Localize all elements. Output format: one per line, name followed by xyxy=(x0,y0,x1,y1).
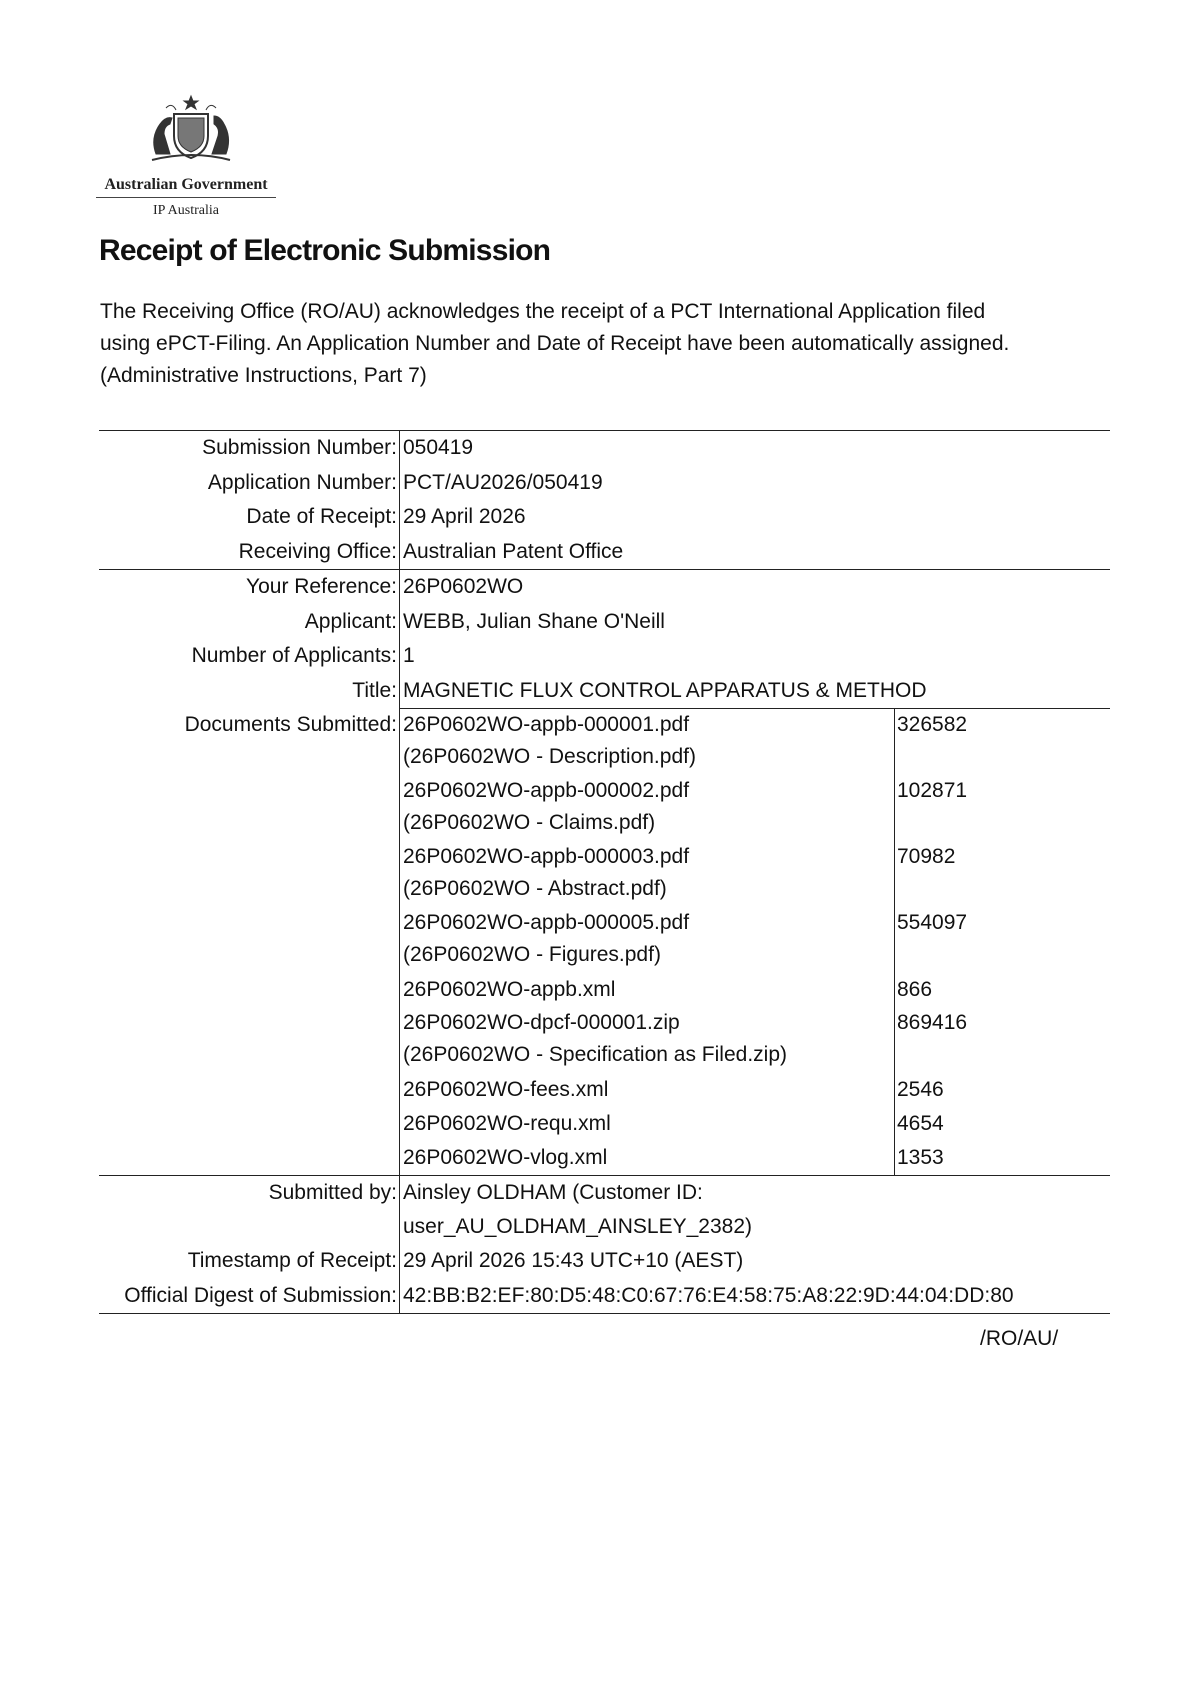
document-row xyxy=(400,1107,1107,1141)
document-name-cell xyxy=(400,907,894,973)
document-row xyxy=(400,1073,1107,1107)
intro-line-3: (Administrative Instructions, Part 7) xyxy=(100,364,427,387)
document-description: (26P0602WO - Description.pdf) xyxy=(403,745,696,768)
value-application-number: PCT/AU2026/050419 xyxy=(399,466,1110,501)
label-submission-number: Submission Number: xyxy=(202,436,397,459)
document-filename: 26P0602WO-appb-000005.pdf xyxy=(403,911,690,934)
intro-line-2: using ePCT-Filing. An Application Number and Date of Receipt have been automatically assigned. xyxy=(100,332,1010,355)
receipt-details-table xyxy=(99,430,1110,1314)
label-number-of-applicants: Number of Applicants: xyxy=(191,644,397,667)
commonwealth-coat-of-arms-icon xyxy=(146,94,236,170)
intro-text xyxy=(100,296,1090,392)
document-size: 102871 xyxy=(894,775,1107,841)
document-size: 326582 xyxy=(894,709,1107,775)
label-submitted-by: Submitted by: xyxy=(268,1181,397,1204)
document-size: 554097 xyxy=(894,907,1107,973)
row-submitted-by xyxy=(99,1176,1110,1244)
row-digest xyxy=(99,1279,1110,1314)
document-size: 1353 xyxy=(894,1141,1107,1175)
row-date-of-receipt xyxy=(99,500,1110,535)
document-filename: 26P0602WO-appb.xml xyxy=(403,978,616,1001)
value-number-of-applicants: 1 xyxy=(399,639,1110,674)
label-date-of-receipt: Date of Receipt: xyxy=(246,505,397,528)
document-row xyxy=(400,775,1107,841)
table-rule-bottom xyxy=(99,1313,1110,1314)
row-applicant xyxy=(99,605,1110,640)
document-row xyxy=(400,907,1107,973)
document-size: 70982 xyxy=(894,841,1107,907)
org-name: Australian Government xyxy=(96,176,276,198)
label-application-number: Application Number: xyxy=(207,470,397,494)
value-title: MAGNETIC FLUX CONTROL APPARATUS & METHOD xyxy=(399,674,1110,709)
page-title: Receipt of Electronic Submission xyxy=(99,234,551,267)
row-receiving-office xyxy=(99,535,1110,570)
document-size: 866 xyxy=(894,973,1107,1007)
value-date-of-receipt: 29 April 2026 xyxy=(399,500,1110,535)
document-size: 4654 xyxy=(894,1107,1107,1141)
intro-line-1: The Receiving Office (RO/AU) acknowledges the receipt of a PCT International Application filed xyxy=(100,300,986,323)
label-timestamp: Timestamp of Receipt: xyxy=(187,1249,397,1272)
row-submission-number xyxy=(99,431,1110,466)
row-documents-submitted xyxy=(99,708,1110,1175)
document-filename: 26P0602WO-appb-000001.pdf xyxy=(403,713,690,736)
value-receiving-office: Australian Patent Office xyxy=(399,535,1110,570)
document-filename: 26P0602WO-vlog.xml xyxy=(403,1146,608,1169)
label-receiving-office: Receiving Office: xyxy=(238,539,397,563)
document-filename: 26P0602WO-appb-000002.pdf xyxy=(403,779,690,802)
value-submitted-by xyxy=(399,1176,1110,1244)
label-documents-submitted: Documents Submitted: xyxy=(184,713,397,736)
document-size: 2546 xyxy=(894,1073,1107,1107)
document-row xyxy=(400,1007,1107,1073)
value-submission-number: 050419 xyxy=(399,431,1110,466)
document-description: (26P0602WO - Specification as Filed.zip) xyxy=(403,1043,787,1066)
document-name-cell xyxy=(400,709,894,775)
document-description: (26P0602WO - Claims.pdf) xyxy=(403,811,656,834)
value-your-reference: 26P0602WO xyxy=(399,570,1110,605)
document-name-cell xyxy=(400,841,894,907)
document-row xyxy=(400,1141,1107,1175)
submitted-by-line-2: user_AU_OLDHAM_AINSLEY_2382) xyxy=(403,1215,753,1238)
document-name-cell xyxy=(400,1141,894,1175)
org-unit: IP Australia xyxy=(153,203,219,218)
document-filename: 26P0602WO-appb-000003.pdf xyxy=(403,845,690,868)
document-name-cell xyxy=(400,1007,894,1073)
document-row xyxy=(400,709,1107,775)
documents-list xyxy=(400,709,1107,1175)
document-name-cell xyxy=(400,1107,894,1141)
document-row xyxy=(400,841,1107,907)
document-filename: 26P0602WO-requ.xml xyxy=(403,1112,611,1135)
row-title xyxy=(99,674,1110,709)
document-name-cell xyxy=(400,1073,894,1107)
document-name-cell xyxy=(400,775,894,841)
documents-cell xyxy=(399,708,1110,1175)
label-title: Title: xyxy=(352,678,397,702)
document-size: 869416 xyxy=(894,1007,1107,1073)
document-description: (26P0602WO - Figures.pdf) xyxy=(403,943,661,966)
document-row xyxy=(400,973,1107,1007)
signoff: /RO/AU/ xyxy=(980,1327,1059,1350)
row-timestamp xyxy=(99,1244,1110,1279)
row-your-reference xyxy=(99,570,1110,605)
value-digest: 42:BB:B2:EF:80:D5:48:C0:67:76:E4:58:75:A8:22:9D:44:04:DD:80 xyxy=(399,1279,1110,1314)
documents-table xyxy=(400,708,1110,1175)
label-digest: Official Digest of Submission: xyxy=(124,1283,397,1307)
document-filename: 26P0602WO-fees.xml xyxy=(403,1078,609,1101)
document-description: (26P0602WO - Abstract.pdf) xyxy=(403,877,667,900)
value-applicant: WEBB, Julian Shane O'Neill xyxy=(399,605,1110,640)
value-timestamp: 29 April 2026 15:43 UTC+10 (AEST) xyxy=(399,1244,1110,1279)
document-name-cell xyxy=(400,973,894,1007)
row-number-of-applicants xyxy=(99,639,1110,674)
row-application-number xyxy=(99,466,1110,501)
label-your-reference: Your Reference: xyxy=(246,575,397,598)
label-applicant: Applicant: xyxy=(304,609,397,633)
submitted-by-line-1: Ainsley OLDHAM (Customer ID: xyxy=(403,1181,703,1204)
document-filename: 26P0602WO-dpcf-000001.zip xyxy=(403,1011,680,1034)
